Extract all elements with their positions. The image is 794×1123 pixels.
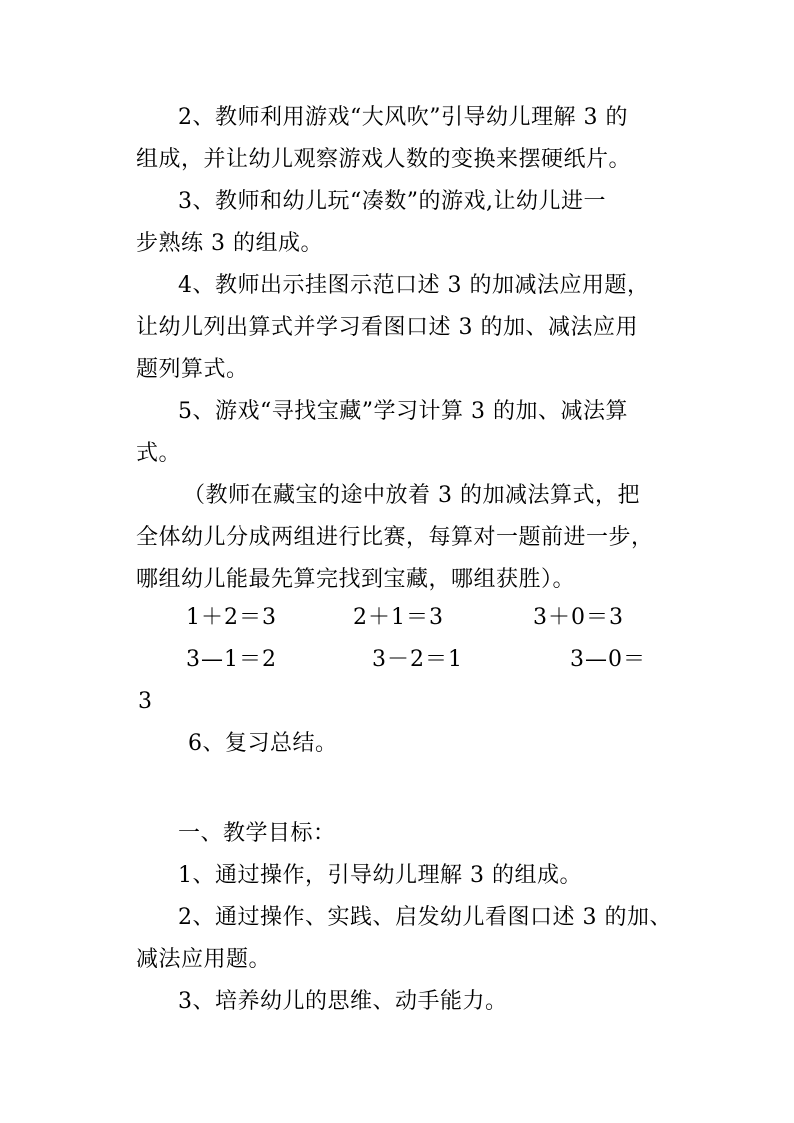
objective-item-2-line1: 2、通过操作、实践、启发幼儿看图口述 3 的加、 <box>178 905 672 930</box>
equation-1: 1＋2＝3 <box>186 605 277 630</box>
step4-line2: 让幼儿列出算式并学习看图口述 3 的加、减法应用 <box>136 315 638 340</box>
step2-line1: 2、教师利用游戏“大风吹”引导幼儿理解 3 的 <box>178 105 628 130</box>
note-line1: （教师在藏宝的途中放着 3 的加减法算式，把 <box>183 483 640 508</box>
equation-6-continued: 3 <box>138 689 153 714</box>
equation-4: 3—1＝2 <box>186 647 277 672</box>
step3-line2: 步熟练 3 的组成。 <box>136 231 323 256</box>
equation-2: 2＋1＝3 <box>353 605 444 630</box>
step5-line1: 5、游戏“寻找宝藏”学习计算 3 的加、减法算 <box>178 399 628 424</box>
note-line3: 哪组幼儿能最先算完找到宝藏，哪组获胜）。 <box>136 567 576 592</box>
objective-item-1: 1、通过操作，引导幼儿理解 3 的组成。 <box>178 863 582 888</box>
objective-item-3: 3、培养幼儿的思维、动手能力。 <box>178 989 508 1014</box>
step5-line2: 式。 <box>136 441 182 466</box>
equation-5: 3－2＝1 <box>372 647 463 672</box>
step4-line1: 4、教师出示挂图示范口述 3 的加减法应用题， <box>178 273 650 298</box>
step4-line3: 题列算式。 <box>136 357 249 382</box>
step2-line2: 组成，并让幼儿观察游戏人数的变换来摆硬纸片。 <box>136 147 632 172</box>
objectives-heading: 一、教学目标： <box>178 821 336 846</box>
equation-6: 3—0＝ <box>570 647 646 672</box>
equation-3: 3＋0＝3 <box>533 605 624 630</box>
step3-line1: 3、教师和幼儿玩“凑数”的游戏,让幼儿进一 <box>178 189 606 214</box>
step6-line1: 6、复习总结。 <box>188 731 338 756</box>
note-line2: 全体幼儿分成两组进行比赛，每算对一题前进一步， <box>136 525 654 550</box>
objective-item-2-line2: 减法应用题。 <box>136 947 272 972</box>
